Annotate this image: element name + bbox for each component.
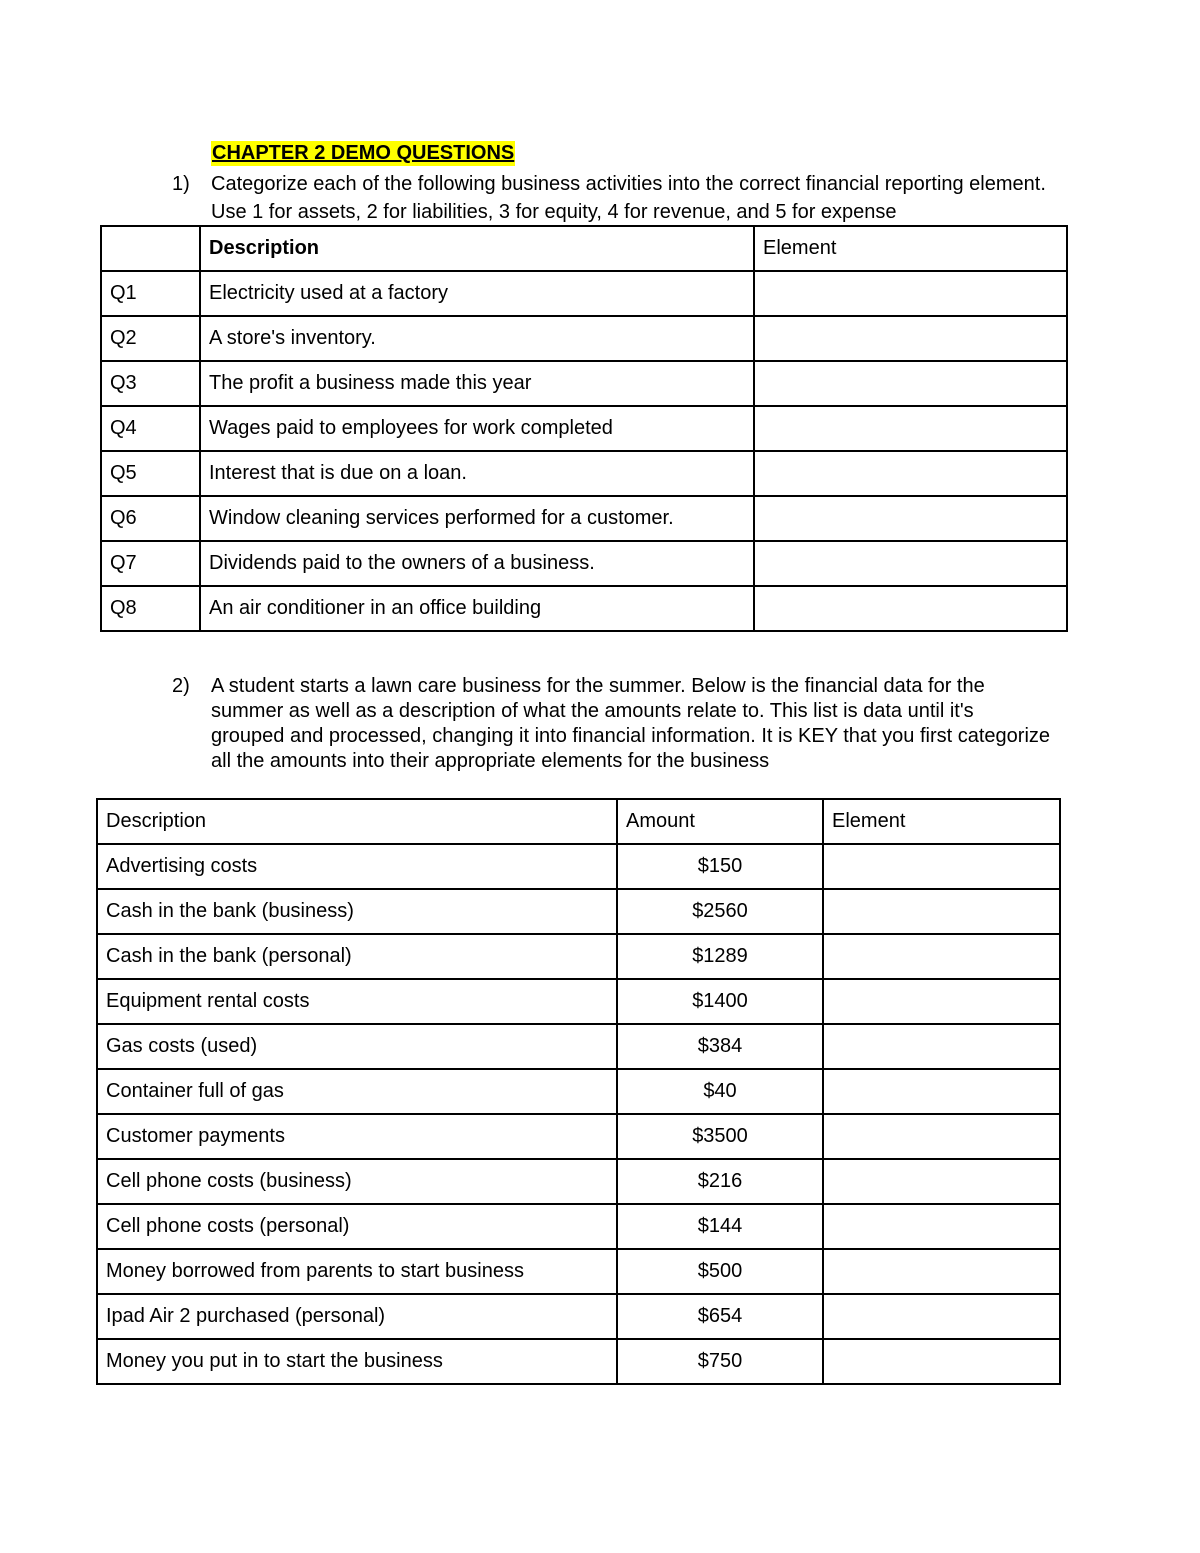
- table-row: [97, 1249, 1060, 1294]
- question-id: Q6: [101, 496, 200, 541]
- element-answer-cell[interactable]: [754, 406, 1067, 451]
- item-amount: $1400: [617, 979, 823, 1024]
- element-answer-cell[interactable]: [823, 1114, 1060, 1159]
- element-answer-cell[interactable]: [754, 541, 1067, 586]
- table-row: [101, 541, 1067, 586]
- element-answer-cell[interactable]: [823, 1069, 1060, 1114]
- element-answer-cell[interactable]: [823, 1204, 1060, 1249]
- table-row: [101, 406, 1067, 451]
- table-row: [97, 1339, 1060, 1384]
- item-amount: $216: [617, 1159, 823, 1204]
- header-blank: [101, 226, 200, 271]
- question-id: Q4: [101, 406, 200, 451]
- table-row: [101, 361, 1067, 406]
- item-amount: $2560: [617, 889, 823, 934]
- table-row: [101, 496, 1067, 541]
- header-description: Description: [200, 226, 754, 271]
- element-answer-cell[interactable]: [754, 451, 1067, 496]
- item-amount: $384: [617, 1024, 823, 1069]
- element-answer-cell[interactable]: [823, 889, 1060, 934]
- item-amount: $750: [617, 1339, 823, 1384]
- table-row: [97, 1159, 1060, 1204]
- header-element: Element: [823, 799, 1060, 844]
- table-row: [97, 1294, 1060, 1339]
- question-id: Q3: [101, 361, 200, 406]
- item-description: Money you put in to start the business: [97, 1339, 617, 1384]
- item-description: Gas costs (used): [97, 1024, 617, 1069]
- item-description: Customer payments: [97, 1114, 617, 1159]
- element-answer-cell[interactable]: [754, 361, 1067, 406]
- element-answer-cell[interactable]: [823, 1339, 1060, 1384]
- element-answer-cell[interactable]: [823, 844, 1060, 889]
- question-description: An air conditioner in an office building: [200, 586, 754, 631]
- table-row: [101, 271, 1067, 316]
- item-amount: $40: [617, 1069, 823, 1114]
- header-description: Description: [97, 799, 617, 844]
- elements-table: [100, 225, 1068, 632]
- question-id: Q8: [101, 586, 200, 631]
- question-id: Q7: [101, 541, 200, 586]
- item-description: Cell phone costs (personal): [97, 1204, 617, 1249]
- element-answer-cell[interactable]: [823, 1294, 1060, 1339]
- item-amount: $3500: [617, 1114, 823, 1159]
- question-description: Dividends paid to the owners of a business.: [200, 541, 754, 586]
- question-2-number: 2): [172, 675, 190, 697]
- header-amount: Amount: [617, 799, 823, 844]
- item-description: Advertising costs: [97, 844, 617, 889]
- page-title: CHAPTER 2 DEMO QUESTIONS: [212, 142, 515, 164]
- item-description: Cell phone costs (business): [97, 1159, 617, 1204]
- table-header-row: [101, 226, 1067, 271]
- table-row: [101, 451, 1067, 496]
- element-answer-cell[interactable]: [823, 1249, 1060, 1294]
- table-row: [97, 1069, 1060, 1114]
- table-header-row: [97, 799, 1060, 844]
- item-amount: $1289: [617, 934, 823, 979]
- question-description: Window cleaning services performed for a customer.: [200, 496, 754, 541]
- question-1-number: 1): [172, 173, 190, 195]
- header-element: Element: [754, 226, 1067, 271]
- element-answer-cell[interactable]: [754, 496, 1067, 541]
- question-id: Q1: [101, 271, 200, 316]
- item-description: Money borrowed from parents to start business: [97, 1249, 617, 1294]
- question-id: Q5: [101, 451, 200, 496]
- table-row: [101, 316, 1067, 361]
- element-answer-cell[interactable]: [823, 1024, 1060, 1069]
- question-2-text: A student starts a lawn care business for the summer. Below is the financial data for the summer as well as a description of what the amounts relate to. This list is data until it's grouped and processed, changing it into financial information. It is KEY that you first categorize all the amounts into their appropriate elements for the business: [211, 675, 1051, 772]
- question-1: [172, 170, 1052, 226]
- element-answer-cell[interactable]: [754, 586, 1067, 631]
- table-row: [97, 979, 1060, 1024]
- question-description: Interest that is due on a loan.: [200, 451, 754, 496]
- question-description: A store's inventory.: [200, 316, 754, 361]
- table-row: [97, 934, 1060, 979]
- financial-data-table: [96, 798, 1061, 1385]
- table-row: [97, 1204, 1060, 1249]
- question-description: The profit a business made this year: [200, 361, 754, 406]
- question-2: [172, 674, 1052, 774]
- question-description: Wages paid to employees for work completed: [200, 406, 754, 451]
- element-answer-cell[interactable]: [823, 979, 1060, 1024]
- item-description: Ipad Air 2 purchased (personal): [97, 1294, 617, 1339]
- item-description: Equipment rental costs: [97, 979, 617, 1024]
- item-description: Container full of gas: [97, 1069, 617, 1114]
- item-description: Cash in the bank (personal): [97, 934, 617, 979]
- question-description: Electricity used at a factory: [200, 271, 754, 316]
- item-description: Cash in the bank (business): [97, 889, 617, 934]
- element-answer-cell[interactable]: [823, 1159, 1060, 1204]
- element-answer-cell[interactable]: [754, 316, 1067, 361]
- table-row: [97, 844, 1060, 889]
- element-answer-cell[interactable]: [754, 271, 1067, 316]
- item-amount: $150: [617, 844, 823, 889]
- item-amount: $500: [617, 1249, 823, 1294]
- table-row: [101, 586, 1067, 631]
- table-row: [97, 1114, 1060, 1159]
- element-answer-cell[interactable]: [823, 934, 1060, 979]
- question-1-text: Categorize each of the following business activities into the correct financial reporting element. Use 1 for assets, 2 for liabilities, 3 for equity, 4 for revenue, and 5 for expense: [211, 173, 1046, 223]
- item-amount: $654: [617, 1294, 823, 1339]
- table-row: [97, 889, 1060, 934]
- question-id: Q2: [101, 316, 200, 361]
- table-row: [97, 1024, 1060, 1069]
- item-amount: $144: [617, 1204, 823, 1249]
